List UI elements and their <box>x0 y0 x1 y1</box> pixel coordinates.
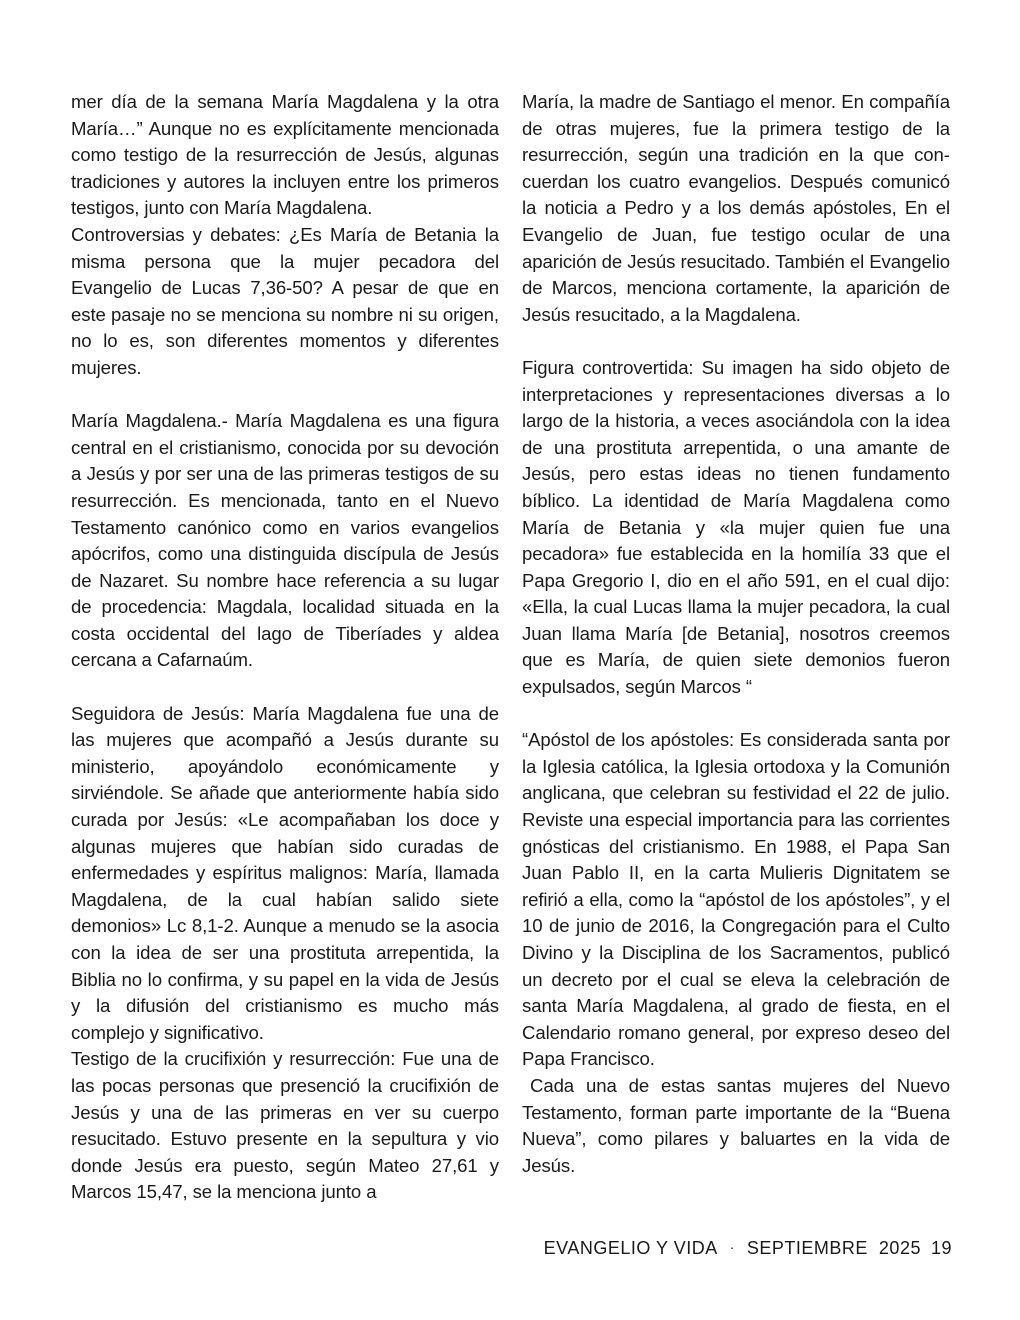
paragraph-controversial-figure: Figura controvertida: Su imagen ha sido objeto de interpretaciones y representaciones diversas a lo largo de la historia, a veces asociándola con la idea de una prostituta arrepentida, o una amante de Jesús, pero estas ideas no tienen fundamento bíblico. La identidad de María Magdalena como María de Betania y «la mujer quien fue una pecadora» fue establecida en la homilía 33 que el Papa Gregorio I, dio en el año 591, en el cual dijo: «Ella, la cual Lucas llama la mujer pecadora, la cual Juan llama María [de Betania], nosotros creemos que es María, de quien siete demonios fueron expulsados, según Marcos “ <box>522 356 950 698</box>
publication-name: EVANGELIO Y VIDA <box>543 1238 718 1258</box>
paragraph-controversies: Controversias y debates: ¿Es María de Betania la misma persona que la mujer pecadora del Evangelio de Lucas 7,36-50? A pesar de que en este pasaje no se menciona su nombre ni su origen, no lo es, son diferentes momentos y diferentes mujeres. <box>71 223 499 378</box>
page-footer <box>544 1238 952 1259</box>
paragraph-resurrection-witness-intro: mer día de la semana María Magdalena y la otra María…” Aunque no es explícitamente mencionada como testigo de la resurrección de Jesús, algunas tradiciones y autores la incluyen entre los primeros testigos, junto con María Magdalena. <box>71 91 499 219</box>
paragraph-follower-of-jesus: Seguidora de Jesús: María Magdalena fue una de las mujeres que acompañó a Jesús durante su ministerio, apoyándolo económicamente y sirviéndole. Se añade que anteriormente había sido curada por Jesús: «Le acompañaban los doce y algunas mujeres que habían sido curadas de enfermedades y espíritus malignos: María, llamada Magdalena, de la cual habían salido siete demonios» Lc 8,1-2. Aunque a menudo se la asocia con la idea de ser una prostituta arrepentida, la Biblia no lo confirma, y su papel en la vida de Jesús y la difusión del cristianismo es mucho más complejo y significativo. <box>71 702 499 1043</box>
footer-separator: · <box>729 1239 735 1255</box>
paragraph-mother-of-santiago: María, la madre de Santiago el menor. En compañía de otras mujeres, fue la primera testigo de la resurrección, según una tradición en la que concuerdan los cuatro evangelios. Después comunicó la noticia a Pedro y a los demás apóstoles, En el Evangelio de Juan, fue testigo ocular de una aparición de Jesús resucitado. También el Evangelio de Marcos, menciona cortamente, la aparición de Jesús resucitado, a la Magdalena. <box>522 91 950 325</box>
left-column <box>71 89 499 1206</box>
paragraph-maria-magdalena: María Magdalena.- María Magdalena es una figura central en el cristianismo, conocida por su devoción a Jesús y por ser una de las primeras testigos de su resurrección. Es mencionada, tanto en el Nuevo Testamento canónico como en varios evangelios apócrifos, como una distinguida discípula de Jesús de Nazaret. Su nombre hace referencia a su lugar de procedencia: Magdala, localidad situada en la costa occidental del lago de Tiberíades y aldea cercana a Cafarnaúm. <box>71 410 499 671</box>
paragraph-closing: Cada una de estas santas mujeres del Nuevo Testamento, forman parte importante de la “Buena Nueva”, como pilares y baluartes en la vida de Jesús. <box>522 1074 950 1176</box>
paragraph-crucifixion-witness: Testigo de la crucifixión y resurrección: Fue una de las pocas personas que presenció la crucifixión de Jesús y una de las primeras en ver su cuerpo resucitado. Estuvo presente en la sepultura y vio donde Jesús era puesto, según Mateo 27,61 y Marcos 15,47, se la menciona junto a <box>71 1048 499 1203</box>
paragraph-apostle-of-apostles: “Apóstol de los apóstoles: Es considerada santa por la Iglesia católica, la Iglesia ortodoxa y la Comunión anglicana, que celebran su festividad el 22 de julio. Reviste una especial importancia para las corrientes gnósticas del cristianismo. En 1988, el Papa San Juan Pablo II, en la carta Mulieris Dignitatem se refirió a ella, como la “apóstol de los apóstoles”, y el 10 de junio de 2016, la Congregación para el Culto Divino y la Disciplina de los Sacramentos, publicó un decreto por el cual se eleva la celebración de santa María Magdalena, al grado de fiesta, en el Calendario romano general, por expreso deseo del Papa Francisco. <box>522 729 950 1070</box>
page-number: 19 <box>930 1238 952 1258</box>
issue-date: SEPTIEMBRE 2025 <box>746 1238 921 1258</box>
right-column <box>522 89 950 1179</box>
